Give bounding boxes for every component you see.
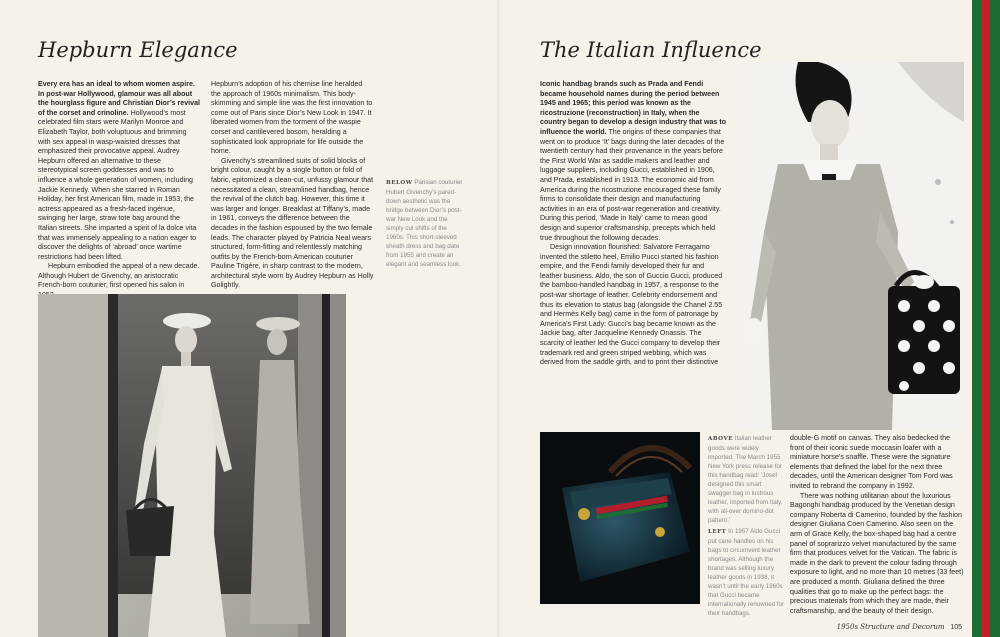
left-column-1	[38, 80, 200, 301]
right-column-2	[790, 434, 966, 616]
right-page	[500, 0, 1000, 637]
green-stripe	[972, 0, 981, 637]
caption-text-left: In 1957 Aldo Gucci put cane handles on his bags to circumvent leather shortages. Although the brand was selling luxury leather goods in 1938, it wasn’t until the early 1960s that Gucci became internationally renowned for their handbags.	[708, 528, 785, 617]
left-caption	[386, 178, 464, 269]
right-col2-p2: There was nothing utilitarian about the luxurious Bagonghi handbag produced by the Venetian design company Roberta di Camerino, founded by the fashion designer Giuliana Coen Camerino. Also seen on the arm of Grace Kelly, the box-shaped bag had a centre panel of soprarizzo velvet manufactured by the same firm that produces velvet for the Vatican. The fabric is made in the dark to prevent the colour fading through exposure to light, and no more than 10 metres (33 feet) are produced a month. Giuliana defined the three qualities that go to make up the perfect bags: the precious materials from which they are made, their craftsmanship, and the beauty of their design.	[790, 491, 964, 615]
page-folio	[837, 623, 962, 631]
right-caption-left	[708, 527, 784, 618]
gucci-bag-photo	[540, 432, 700, 604]
caption-tag-above: ABOVE	[708, 436, 734, 442]
red-stripe	[981, 0, 990, 637]
right-column-1	[540, 80, 727, 368]
left-col1-p1: Hollywood’s most celebrated film stars were Marilyn Monroe and Elizabeth Taylor, both voluptuous and brimming with sex appeal in wasp-waisted dresses that emphasized their provocative appeal. Audrey Hepburn offered an alternative to these stereotypical screen goddesses and was to influence a whole generation of women, including Jackie Kennedy. When she starred in Roman Holiday, her first American film, made in 1953, the actress appeared as a fresh-faced ingénue, swinging her large, straw tote bag around the Italian streets. She imparted a spirit of la dolce vita that was immensely appealing to a nation eager to discover the delights of ‘abroad’ once wartime restrictions had been lifted.	[38, 108, 197, 261]
green-stripe-outer	[990, 0, 1000, 637]
caption-tag-left: LEFT	[708, 529, 727, 535]
right-page-title: The Italian Influence	[540, 38, 762, 62]
left-page-title: Hepburn Elegance	[38, 38, 238, 62]
folio-section: 1950s Structure and Decorum	[836, 623, 945, 631]
right-col2-p1: double-G motif on canvas. They also bedecked the front of their iconic suede moccasin loafer with a miniature horse’s snaffle. These were the signature elements that defined the label for the next three decades, until the American designer Tom Ford was invited to rebrand the company in 1992.	[790, 434, 953, 490]
right-col1-p2: Design innovation flourished: Salvatore Ferragamo invented the stiletto heel, Emilio Pucci started his fashion empire, and the Fendi family developed their fur and leather business. Aldo, the son of Guccio Gucci, produced the bamboo-handled handbag in 1957, a response to the post-war shortage of leather. Celebrity endorsement and thus its elevation to status bag (alongside the Chanel 2.55 and Hermès Kelly bag) came in the form of patronage by America’s First Lady: Gucci’s bag became known as the Jackie bag, after Jacqueline Kennedy Onassis. The scarcity of leather led the Gucci company to develop their trademark red and green striped webbing, which was derived from the saddle girth, and to print their distinctive	[540, 243, 723, 367]
right-lead: Iconic handbag brands such as Prada and Fendi became household names during the period between 1945 and 1965; this period was known as the ricostruzione (reconstruction) in Italy, when the country began to develop a design industry that was to influence the world.	[540, 80, 727, 136]
caption-text-above: Italian leather goods were widely imported. The March 1955 New York press release for this handbag read: ‘Josef designed this smart swagger bag in lustrous leather, imported from Italy, with all-over domino-dot pattern.’	[708, 435, 783, 524]
polka-dot-bag-photo	[738, 62, 964, 430]
polka-dot-bag-graphic	[738, 62, 964, 430]
givenchy-photo-graphic	[38, 294, 346, 637]
folio-number: 105	[950, 624, 962, 631]
givenchy-photo	[38, 294, 346, 637]
caption-tag-below: BELOW	[386, 180, 413, 186]
right-caption-above	[708, 434, 784, 525]
left-col2-p2: Givenchy’s streamlined suits of solid blocks of bright colour, caught by a single button or fold of fabric, epitomized a clean-cut, unfussy glamour that necessitated a clean, streamlined handbag, hence the revival of the clutch bag. However, this time it was larger and longer. Breakfast at Tiffany’s, made in 1961, conveys the difference between the decades in the fashion espoused by the two female leads. The character played by Patricia Neal wears structured, form-fitting and relentlessly matching outfits by the French-born American couturier Pauline Trigère, in sharp contrast to the modern, architectural style worn by Audrey Hepburn as Holly Golightly.	[211, 156, 374, 290]
left-col2-p1: Hepburn’s adoption of his chemise line heralded the approach of 1960s minimalism. This body-skimming and simple line was the first innovation to come out of Paris since Dior’s New Look in 1947. It liberated women from the torment of the waspie corset and cantilevered bosom, heralding a sophisticated look appropriate for life outside the home.	[211, 80, 373, 156]
left-column-2	[211, 80, 374, 291]
left-lead: Every era has an ideal to whom women aspire. In post-war Hollywood, glamour was all about the hourglass figure and Christian Dior’s revival of the corset and crinoline.	[38, 80, 201, 117]
gucci-bag-graphic	[540, 432, 700, 604]
caption-text-below: Parisian couturier Hubert Givenchy’s pared-down aesthetic was the bridge between Dior’s post-war New Look and the simply cut shifts of the 1960s. This short-sleeved sheath dress and bag date from 1955 and create an elegant and seamless look.	[386, 179, 463, 268]
left-col1-p2: Hepburn embodied the appeal of a new decade. Although Hubert de Givenchy, an aristocratic French-born couturier, first opened his salon in	[38, 262, 200, 290]
right-col1-p1: The origins of these companies that went on to produce ‘It’ bags during the later decades of the twentieth century had their provenance in the years before the First World War as saddle makers and leather and luggage suppliers, including Gucci, established in 1906, and Prada, established in 1913. The economic aid from America during the ricostruzione encouraged these family firms to consolidate their design and manufacturing activities in an era of post-war regeneration and creativity. During this period, ‘Made in Italy’ came to mean good design and superior craftsmanship, precepts which held true throughout the following decades.	[540, 127, 725, 242]
